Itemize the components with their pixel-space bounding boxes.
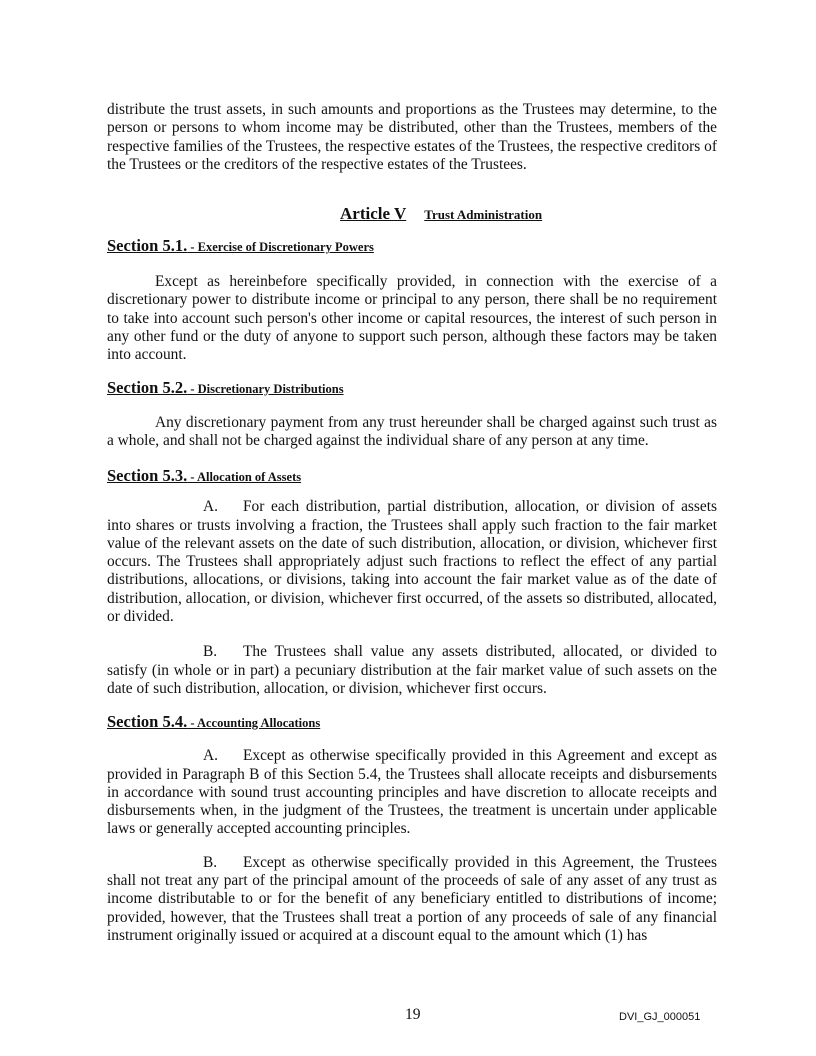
section-number: Section 5.2. xyxy=(107,377,188,397)
article-heading xyxy=(107,204,717,224)
paragraph-label: A. xyxy=(203,498,218,516)
document-body xyxy=(107,101,717,945)
section-5-2-heading xyxy=(107,379,717,397)
section-5-3-heading xyxy=(107,467,717,485)
section-title: - Discretionary Distributions xyxy=(187,381,344,396)
section-5-4-heading xyxy=(107,713,717,731)
section-title: - Accounting Allocations xyxy=(187,716,321,731)
intro-paragraph: distribute the trust assets, in such amounts and proportions as the Trustees may determine, to the person or persons to whom income may be distributed, other than the Trustees, members of the respective families of the Trustees, the respective estates of the Trustees, the respective creditors of the Trustees or the creditors of the respective estates of the Trustees. xyxy=(107,101,717,173)
paragraph-label: B. xyxy=(203,853,218,871)
section-title: - Allocation of Assets xyxy=(187,470,302,485)
paragraph-text: The Trustees shall value any assets distributed, allocated, or divided to satisfy (in whole or in part) a pecuniary distribution at the fair market value of such assets on the date of such distribution, allocation, or division, whichever first occurs. xyxy=(107,643,717,697)
paragraph-text: Except as otherwise specifically provided in this Agreement, the Trustees shall not treat any part of the principal amount of the proceeds of sale of any asset of any trust as income distributable to or for the benefit of any beneficiary entitled to distributions of income; provided, however, that the Trustees shall treat a portion of any proceeds of sale of any financial instrument originally issued or acquired at a discount equal to the amount which (1) has xyxy=(107,853,717,944)
section-5-3-paragraph-b xyxy=(107,643,717,698)
paragraph-label: A. xyxy=(203,747,218,765)
section-5-1-body: Except as hereinbefore specifically provided, in connection with the exercise of a discretionary power to distribute income or principal to any person, there shall be no requirement to take into account such person's other income or capital resources, the interest of such person in any other fund or the duty of anyone to support such person, although these factors may be taken into account. xyxy=(107,273,717,364)
bates-number: DVI_GJ_000051 xyxy=(619,1011,701,1023)
page-number: 19 xyxy=(405,1006,421,1023)
section-title: - Exercise of Discretionary Powers xyxy=(187,240,374,255)
section-number: Section 5.3. xyxy=(107,466,188,486)
section-number: Section 5.1. xyxy=(107,236,188,256)
section-number: Section 5.4. xyxy=(107,712,188,732)
article-label: Article V xyxy=(340,204,407,224)
paragraph-label: B. xyxy=(203,643,218,661)
section-5-2-body: Any discretionary payment from any trust hereunder shall be charged against such trust as a whole, and shall not be charged against the individual share of any person at any time. xyxy=(107,413,717,449)
section-5-4-paragraph-b xyxy=(107,854,717,945)
section-5-4-paragraph-a xyxy=(107,747,717,838)
paragraph-text: Except as otherwise specifically provided in this Agreement and except as provided in Paragraph B of this Section 5.4, the Trustees shall allocate receipts and disbursements in accordance with sound trust accounting principles and have discretion to allocate receipts and disbursements when, in the judgment of the Trustees, the treatment is uncertain under applicable laws or generally accepted accounting principles. xyxy=(107,747,717,838)
section-5-1-heading xyxy=(107,237,717,255)
paragraph-text: For each distribution, partial distribution, allocation, or division of assets into shares or trusts involving a fraction, the Trustees shall apply such fraction to the fair market value of the relevant assets on the date of such distribution, allocation, or division, whichever first occurs. The Trustees shall appropriately adjust such fractions to reflect the effect of any partial distributions, allocations, or divisions, taking into account the fair market value as of the date of distribution, allocation, or division, whichever first occurred, of the assets so distributed, allocated, or divided. xyxy=(107,498,717,626)
section-5-3-paragraph-a xyxy=(107,498,717,626)
article-title: Trust Administration xyxy=(424,207,543,223)
